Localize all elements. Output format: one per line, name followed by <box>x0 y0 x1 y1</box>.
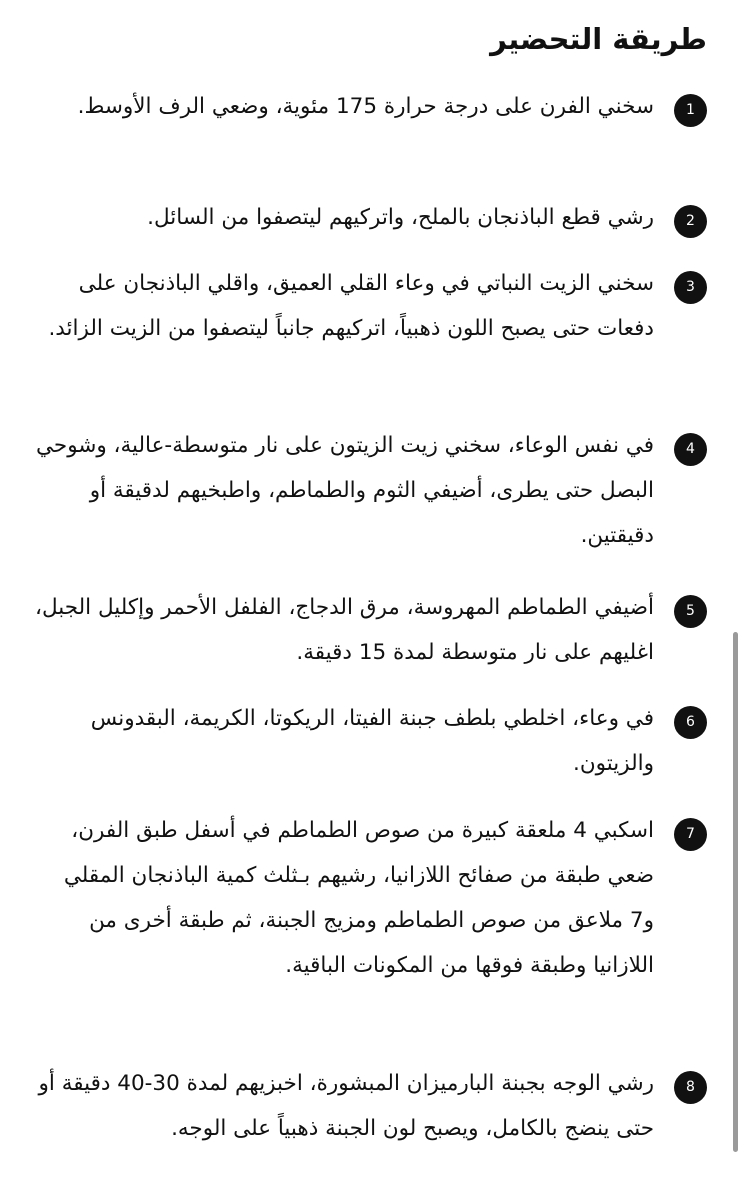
section-title: طريقة التحضير <box>490 22 707 56</box>
step-item-6 <box>35 696 707 786</box>
step-text: رشي الوجه بجبنة البارميزان المبشورة، اخبزيهم لمدة 30-40 دقيقة أو حتى ينضج بالكامل، ويصبح لون الجبنة ذهبياً على الوجه. <box>38 1071 654 1141</box>
step-text: أضيفي الطماطم المهروسة، مرق الدجاج، الفلفل الأحمر وإكليل الجبل، اغليهم على نار متوسطة لمدة 15 دقيقة. <box>35 595 654 665</box>
step-number-badge: 7 <box>674 818 707 851</box>
step-item-4 <box>35 423 707 558</box>
step-number-badge: 3 <box>674 271 707 304</box>
step-item-2 <box>35 195 707 240</box>
step-text: في وعاء، اخلطي بلطف جبنة الفيتا، الريكوتا، الكريمة، البقدونس والزيتون. <box>90 706 654 776</box>
step-item-8 <box>35 1061 707 1151</box>
step-text: سخني الزيت النباتي في وعاء القلي العميق، واقلي الباذنجان على دفعات حتى يصبح اللون ذهبياً، اتركيهم جانباً ليتصفوا من الزيت الزائد. <box>48 271 654 341</box>
step-number-badge: 8 <box>674 1071 707 1104</box>
step-item-7 <box>35 808 707 988</box>
step-text: اسكبي 4 ملعقة كبيرة من صوص الطماطم في أسفل طبق الفرن، ضعي طبقة من صفائح اللازانيا، رشيهم بـثلث كمية الباذنجان المقلي و7 ملاعق من صوص الطماطم ومزيج الجبنة، ثم طبقة أخرى من اللازانيا وطبقة فوقها من المكونات الباقية. <box>63 818 654 978</box>
scrollbar-thumb[interactable] <box>733 632 738 1152</box>
step-item-5 <box>35 585 707 675</box>
step-number-badge: 2 <box>674 205 707 238</box>
step-text: في نفس الوعاء، سخني زيت الزيتون على نار متوسطة-عالية، وشوحي البصل حتى يطرى، أضيفي الثوم والطماطم، واطبخيهم لدقيقة أو دقيقتين. <box>36 433 654 548</box>
step-number-badge: 5 <box>674 595 707 628</box>
step-item-1 <box>35 84 707 129</box>
step-number-badge: 4 <box>674 433 707 466</box>
step-text: رشي قطع الباذنجان بالملح، واتركيهم ليتصفوا من السائل. <box>147 205 654 230</box>
step-number-badge: 1 <box>674 94 707 127</box>
step-item-3 <box>35 261 707 351</box>
step-number-badge: 6 <box>674 706 707 739</box>
step-text: سخني الفرن على درجة حرارة 175 مئوية، وضعي الرف الأوسط. <box>77 94 654 119</box>
